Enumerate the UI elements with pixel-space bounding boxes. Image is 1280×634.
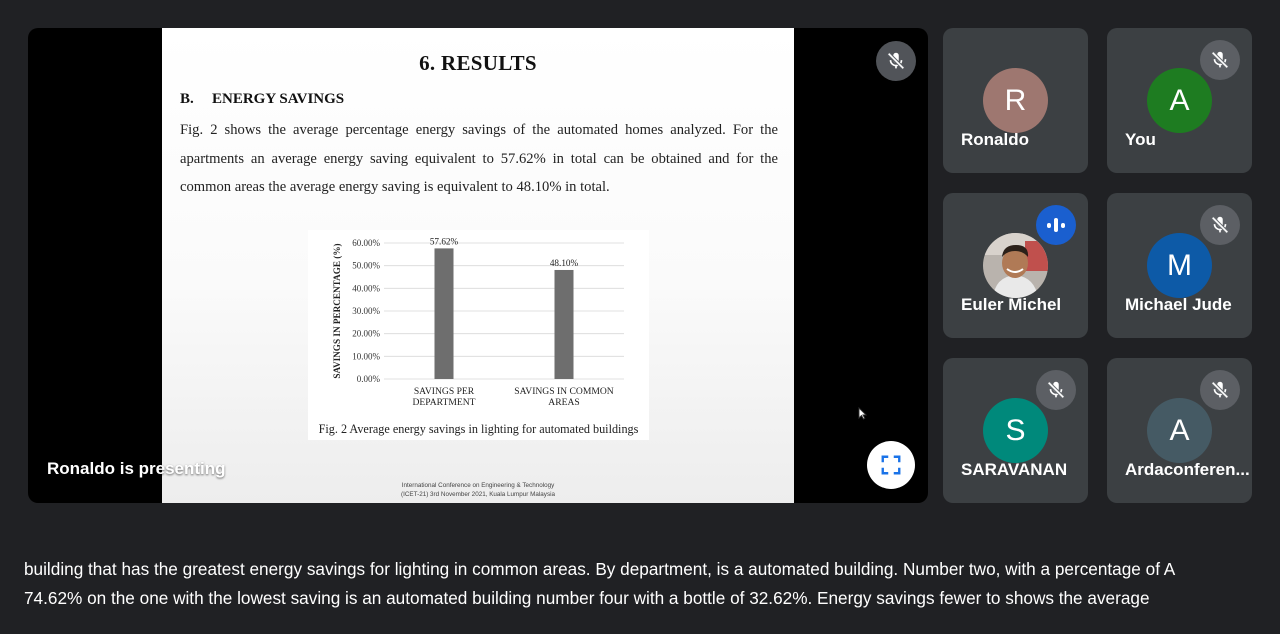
data-label: 48.10% — [549, 257, 579, 268]
participant-name: You — [1125, 130, 1156, 149]
presentation-tile[interactable] — [28, 28, 928, 503]
y-tick-label: 40.00% — [352, 283, 380, 294]
caption-line: building that has the greatest energy savings for lighting in common areas. By department, is a automated building. Number two, with a percentage of A — [24, 559, 1176, 579]
fullscreen-button[interactable] — [867, 441, 915, 489]
figure-caption: Fig. 2 Average energy savings in lighting for automated buildings — [318, 422, 639, 436]
presenter-label: Ronaldo is presenting — [47, 459, 226, 478]
mic-off-icon — [1200, 205, 1240, 245]
profile-photo — [983, 233, 1048, 298]
y-tick-label: 0.00% — [356, 374, 380, 384]
participant-name: SARAVANAN — [961, 460, 1068, 479]
participant-tile-you[interactable] — [1107, 28, 1252, 173]
footer-conference: International Conference on Engineering & Technology — [401, 482, 555, 489]
footer-date-location: (ICET-21) 3rd November 2021, Kuala Lumpur Malaysia — [401, 491, 555, 498]
participant-tile-saravanan[interactable] — [943, 358, 1088, 503]
mic-off-icon — [1036, 370, 1076, 410]
section-number: B. — [180, 91, 194, 107]
x-tick-label: DEPARTMENT — [412, 397, 476, 408]
bar-chart — [308, 230, 649, 418]
avatar: M — [1147, 233, 1212, 298]
y-tick-label: 30.00% — [352, 306, 380, 316]
y-tick-label: 60.00% — [352, 238, 380, 248]
participant-tile-ardaconference[interactable] — [1107, 358, 1252, 503]
bar — [555, 270, 574, 379]
y-tick-label: 10.00% — [352, 351, 380, 362]
y-tick-label: 20.00% — [352, 328, 380, 339]
bar — [435, 248, 454, 379]
live-captions — [24, 555, 1259, 613]
participant-name: Michael Jude — [1125, 295, 1232, 314]
mic-off-icon — [1200, 370, 1240, 410]
slide-title: 6. RESULTS — [419, 51, 537, 75]
presenter-mic-off-icon — [876, 41, 916, 81]
mouse-cursor-icon — [858, 407, 867, 420]
y-tick-label: 50.00% — [352, 260, 380, 271]
section-title: ENERGY SAVINGS — [212, 91, 345, 107]
x-tick-label: AREAS — [548, 397, 580, 408]
slide-body-text: Fig. 2 shows the average percentage energy savings of the automated homes analyzed. For the apartments an average energy saving equivalent to 57.62% in total can be obtained and for the common areas the average energy saving is equivalent to 48.10% in total. — [180, 122, 778, 195]
x-tick-label: SAVINGS PER — [413, 386, 475, 397]
bar-chart-figure — [308, 230, 649, 440]
participant-name: Euler Michel — [961, 295, 1062, 314]
shared-slide — [162, 28, 794, 503]
participant-name: Ardaconferen... — [1125, 460, 1250, 479]
slide-footer — [162, 481, 794, 499]
avatar: S — [983, 398, 1048, 463]
participant-name: Ronaldo — [961, 130, 1029, 149]
mic-off-icon — [1200, 40, 1240, 80]
avatar: A — [1147, 68, 1212, 133]
avatar: R — [983, 68, 1048, 133]
participant-tile-michael-jude[interactable] — [1107, 193, 1252, 338]
y-axis-label: SAVINGS IN PERCENTAGE (%) — [332, 243, 342, 379]
slide-section-heading — [180, 91, 344, 108]
participant-tile-euler-michel[interactable] — [943, 193, 1088, 338]
fullscreen-icon — [880, 454, 902, 476]
avatar: A — [1147, 398, 1212, 463]
caption-line: 74.62% on the one with the lowest saving is an automated building number four with a bottle of 32.62%. Energy savings fewer to shows the average — [24, 588, 1150, 608]
participant-tile-ronaldo[interactable] — [943, 28, 1088, 173]
data-label: 57.62% — [429, 236, 459, 247]
x-tick-label: SAVINGS IN COMMON — [514, 386, 614, 397]
mic-off-icon — [885, 50, 907, 72]
audio-level-icon — [1036, 205, 1076, 245]
